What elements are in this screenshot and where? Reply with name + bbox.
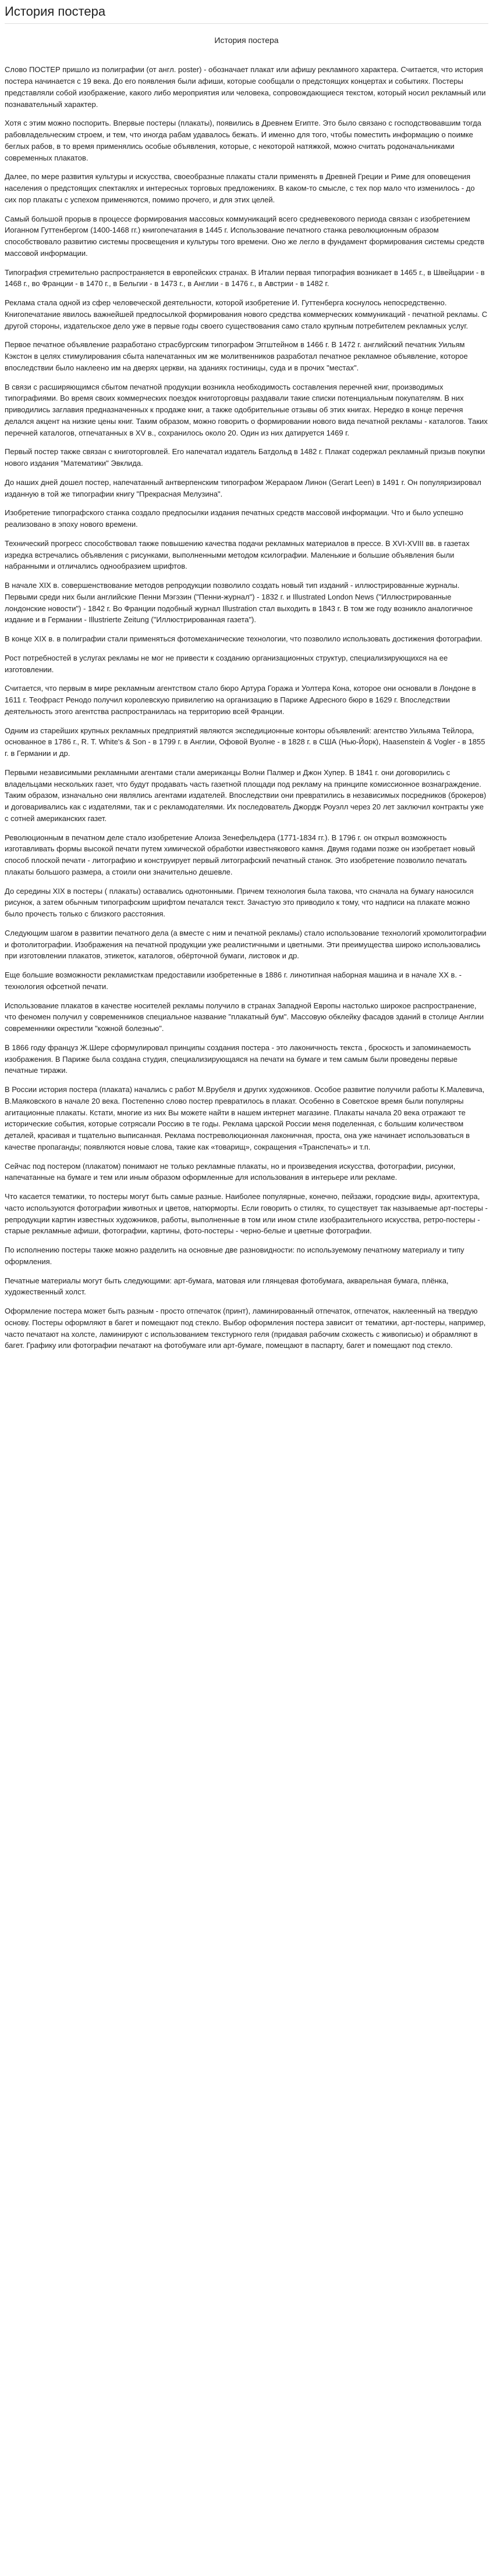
article-paragraph: В начале XIX в. совершенствование методов репродукции позволило создать новый тип изданий - иллюстрированные журналы. Первыми среди них были английские Пенни Мэгэзин ("Пенни-журнал") - 1832 г. и Illustrated London News ("Иллюстрированные лондонские новости") - 1842 г. Во Франции подобный журнал Illustration стал выходить в 1843 г. В том же году возникло аналогичное издание и в Германии - Illustrierte Zeitung ("Иллюстрированная газета"). [5, 581, 473, 625]
article-paragraph: В 1866 году француз Ж.Шере сформулировал принципы создания постера - это лаконичность текста , броскость и запоминаемость изображения. В Париже была создана студия, специализирующаяся на печати на бумаге и тем самым были проведены первые печатные тиражи. [5, 1043, 471, 1075]
article-paragraph: Первое печатное объявление разработано страсбургским типографом Эггштейном в 1466 г. В 1472 г. английский печатник Уильям Кэкстон в целях стимулирования сбыта напечатанных им же молитвенников разработал печатное рекламное объявление, которое впоследствии было наклеено им на дверях церкви, на зданиях гостиницы, суда и в прочих "местах". [5, 340, 468, 372]
article-paragraph: Оформление постера может быть разным - просто отпечаток (принт), ламинированный отпечаток, отпечаток, наклеенный на твердую основу. Постеры оформляют в багет и помещают под стекло. Выбор оформления постера зависит от тематики, арт-постеры, например, часто печатают на холсте, ламинируют с использованием текстурного геля (придавая рабочим схожесть с живописью) и обрамляют в багет. Графику или фотографии печатают на фотобумаге или арт-бумаге, помещают в паспарту, багет и помещают под стекло. [5, 1307, 486, 1350]
article-paragraph: Слово ПОСТЕР пришло из полиграфии (от англ. poster) - обозначает плакат или афишу рекламного характера. Считается, что история постера начинается с 19 века. До его появления были афиши, которые сообщали о предстоящих концертах и событиях. Постеры представляли собой изображение, какого либо мероприятия или человека, сопровождающиеся текстом, который носил рекламный или познавательный характер. [5, 65, 486, 109]
article-paragraph: Следующим шагом в развитии печатного дела (а вместе с ним и печатной рекламы) стало использование технологий хромолитографии и фотолитографии. Изображения на печатной продукции уже реалистичными и цветными. Эти преимущества широко использовались при изготовлении плакатов, этикеток, каталогов, обёрточной бумаги, листовок и др. [5, 928, 487, 961]
article-paragraph: По исполнению постеры также можно разделить на основные две разновидности: по используемому печатному материалу и типу оформления. [5, 1246, 464, 1266]
article-paragraph: До наших дней дошел постер, напечатанный антверпенским типографом Жерараом Линон (Gerart Leen) в 1491 г. Он популяризировал изданную в той же типографии книгу "Прекрасная Мелузина". [5, 477, 481, 498]
article-paragraph: Типография стремительно распространяется в европейских странах. В Италии первая типография возникает в 1465 г., в Швейцарии - в 1468 г., во Франции - в 1470 г., в Бельгии - в 1473 г., в Англии - в 1476 г., в Австрии - в 1482 г. [5, 267, 485, 288]
article-paragraph: Самый большой прорыв в процессе формирования массовых коммуникаций всего средневекового периода связан с изобретением Иоганном Гуттенбергом (1400-1468 гг.) книгопечатания в 1445 г. Использование печатного станка революционным образом способствовало развитию системы просвещения и культуры того времени. Оно же легло в фундамент формирования системы средств массовой информации. [5, 214, 485, 258]
article-title: История постера [214, 35, 279, 45]
article-paragraph: В России история постера (плаката) начались с работ М.Врубеля и других художников. Особое развитие получили работы К.Малевича, В.Маяковского в начале 20 века. Постепенно слово постер превратилось в плакат. Особенно в Советское время были популярны агитационные плакаты. Кстати, многие из них Вы можете найти в нашем интернет магазине. Плакаты начала 20 века отражают те исторические события, которые сотрясали Россию в те годы. Реклама царской России меня поделенная, с большим количеством деталей, красивая и тщательно выписанная. Реклама постреволюционная лаконичная, проста, она уже начинает использоваться в качестве пропаганды; появляются новые слова, такие как «товарищ», сокращения «Транспечать» и т.п. [5, 1085, 485, 1151]
article-paragraph: В связи с расширяющимся сбытом печатной продукции возникла необходимость составления перечней книг, производимых типографиями. Во время своих коммерческих поездок книготорговцы раздавали такие списки потенциальным покупателям. В них приводились заглавия предназначенных к продаже книг, а также одобрительные отзывы об этих книгах. Нередко в конце перечня делался акцент на низкие цены книг. Таким образом, можно говорить о формировании нового вида печатной рекламы - каталогов. Таких перечней каталогов, отпечатанных в XV в., сохранилось около 20. Один из них датируется 1469 г. [5, 382, 488, 437]
article-paragraph: Реклама стала одной из сфер человеческой деятельности, которой изобретение И. Гуттенберга коснулось непосредственно. Книгопечатание явилось важнейшей предпосылкой формирования нового средства коммерческих коммуникаций - печатной рекламы. С другой стороны, издательское дело уже в первые годы своего существования само стало крупным потребителем рекламных услуг. [5, 298, 488, 330]
article-paragraph: Сейчас под постером (плакатом) понимают не только рекламные плакаты, но и произведения искусства, фотографии, рисунки, напечатанные на бумаге и тем или иным образом оформленные для использования в интерьере или рекламе. [5, 1161, 456, 1182]
article-paragraph: Хотя с этим можно поспорить. Впервые постеры (плакаты), появились в Древнем Египте. Это было связано с господствовавшим тогда рабовладельческим строем, и тем, что иногда рабам удавалось бежать. И именно для того, чтобы поместить информацию о поимке беглых рабов, в то время применялись особые объявления, которые, с некоторой натяжкой, можно считать родоначальниками современных плакатов. [5, 119, 481, 162]
article-paragraph: Революционным в печатном деле стало изобретение Алоиза Зенефельдера (1771-1834 гг.). В 1796 г. он открыл возможность изготавливать формы высокой печати путем химической обработки известнякового камня. Двумя годами позже он изобретает новый способ плоской печати - литографию и конструирует первый литографский печатный станок. Это изобретение позволило печатать плакаты большого размера, а стоили они значительно дешевле. [5, 833, 476, 876]
article-paragraph: Что касается тематики, то постеры могут быть самые разные. Наиболее популярные, конечно, пейзажи, городские виды, архитектура, часто используются фотографии животных и цветов, натюрморты. Если говорить о стилях, то существует так называемые арт-постеры - репродукции картин известных художников, работы, выполненные в том или ином стиле изобразительного искусства, ретро-постеры - старые рекламные афиши, фотографии, картины, фото-постеры - черно-белые и цветные фотографии. [5, 1192, 488, 1236]
page-title: История постера [5, 3, 488, 24]
article-paragraph: Рост потребностей в услугах рекламы не мог не привести к созданию организационных структур, специализирующихся на ее изготовлении. [5, 653, 448, 674]
article-paragraph: Первыми независимыми рекламными агентами стали американцы Волни Палмер и Джон Хупер. В 1841 г. они договорились с владельцами нескольких газет, что будут продавать часть газетной площади под рекламу на принципе комиссионное вознаграждение. Таким образом, изначально они являлись агентами издателей. Впоследствии они превратились в независимых посредников (брокеров) и договаривались как с издателями, так и с рекламодателями. Их последователь Джордж Роуэлл через 20 лет заключил контракты уже с сотней американских газет. [5, 768, 487, 823]
article-paragraph: До середины XIX в постеры ( плакаты) оставались однотонными. Причем технология была такова, что сначала на бумагу наносился рисунок, а затем обычным типографским шрифтом печатался текст. Зачастую это приводило к тому, что надписи на плакате можно было прочесть только с близкого расстояния. [5, 886, 474, 919]
article-paragraph: Печатные материалы могут быть следующими: арт-бумага, матовая или глянцевая фотобумага, акварельная бумага, плёнка, художественный холст. [5, 1276, 449, 1297]
article-paragraph: Далее, по мере развития культуры и искусства, своеобразные плакаты стали применять в Древней Греции и Риме для оповещения населения о предстоящих спектаклях и интересных торговых предложениях. В каком-то смысле, с тех пор мало что изменилось - до сих пор плакаты с успехом применяются, помимо прочего, и для этих целей. [5, 172, 475, 204]
article-paragraph: Изобретение типографского станка создало предпосылки издания печатных средств массовой информации. Что и было успешно реализовано в эпоху нового времени. [5, 508, 463, 529]
article-body [5, 64, 488, 1351]
article-paragraph: В конце XIX в. в полиграфии стали применяться фотомеханические технологии, что позволило использовать достижения фотографии. [5, 634, 483, 644]
article-paragraph: Одним из старейших крупных рекламных предприятий являются экспедиционные конторы объявлений: агентство Уильяма Тейлора, основанное в 1786 г., R. T. White's & Son - в 1799 г. в Англии, Офовой Вуолне - в 1828 г. в США (Нью-Йорк), Haasenstein & Vogler - в 1855 г. в Германии и др. [5, 726, 485, 758]
article-paragraph: Технический прогресс способствовал также повышению качества подачи рекламных материалов в прессе. В XVI-XVIII вв. в газетах изредка встречались объявления с рисунками, выполненными методом ксилографии. Маленькие и большие объявления были набранными и отличались однообразием шрифтов. [5, 538, 470, 571]
article-paragraph: Считается, что первым в мире рекламным агентством стало бюро Артура Гоража и Уолтера Кона, которое они основали в Лондоне в 1611 г. Теофраст Ренодо получил королевскую привилегию на организацию в Париже Адресного бюро в 1629 г. Впоследствии деятельность этого агентства распространилась на территорию всей Франции. [5, 684, 476, 716]
article-paragraph: Использование плакатов в качестве носителей рекламы получило в странах Западной Европы настолько широкое распространение, что феномен получил у современников специальное название "плакатный бум". Массовую обклейку фасадов зданий в столице Англии современники окрестили "кожной болезнью". [5, 1001, 484, 1033]
article-paragraph: Еще большие возможности рекламисткам предоставили изобретенные в 1886 г. линотипная наборная машина и в начале XX в. - технология офсетной печати. [5, 971, 462, 991]
article-paragraph: Первый постер также связан с книготорговлей. Его напечатал издатель Батдольд в 1482 г. Плакат содержал рекламный призыв покупки нового издания "Математики" Эвклида. [5, 447, 485, 468]
